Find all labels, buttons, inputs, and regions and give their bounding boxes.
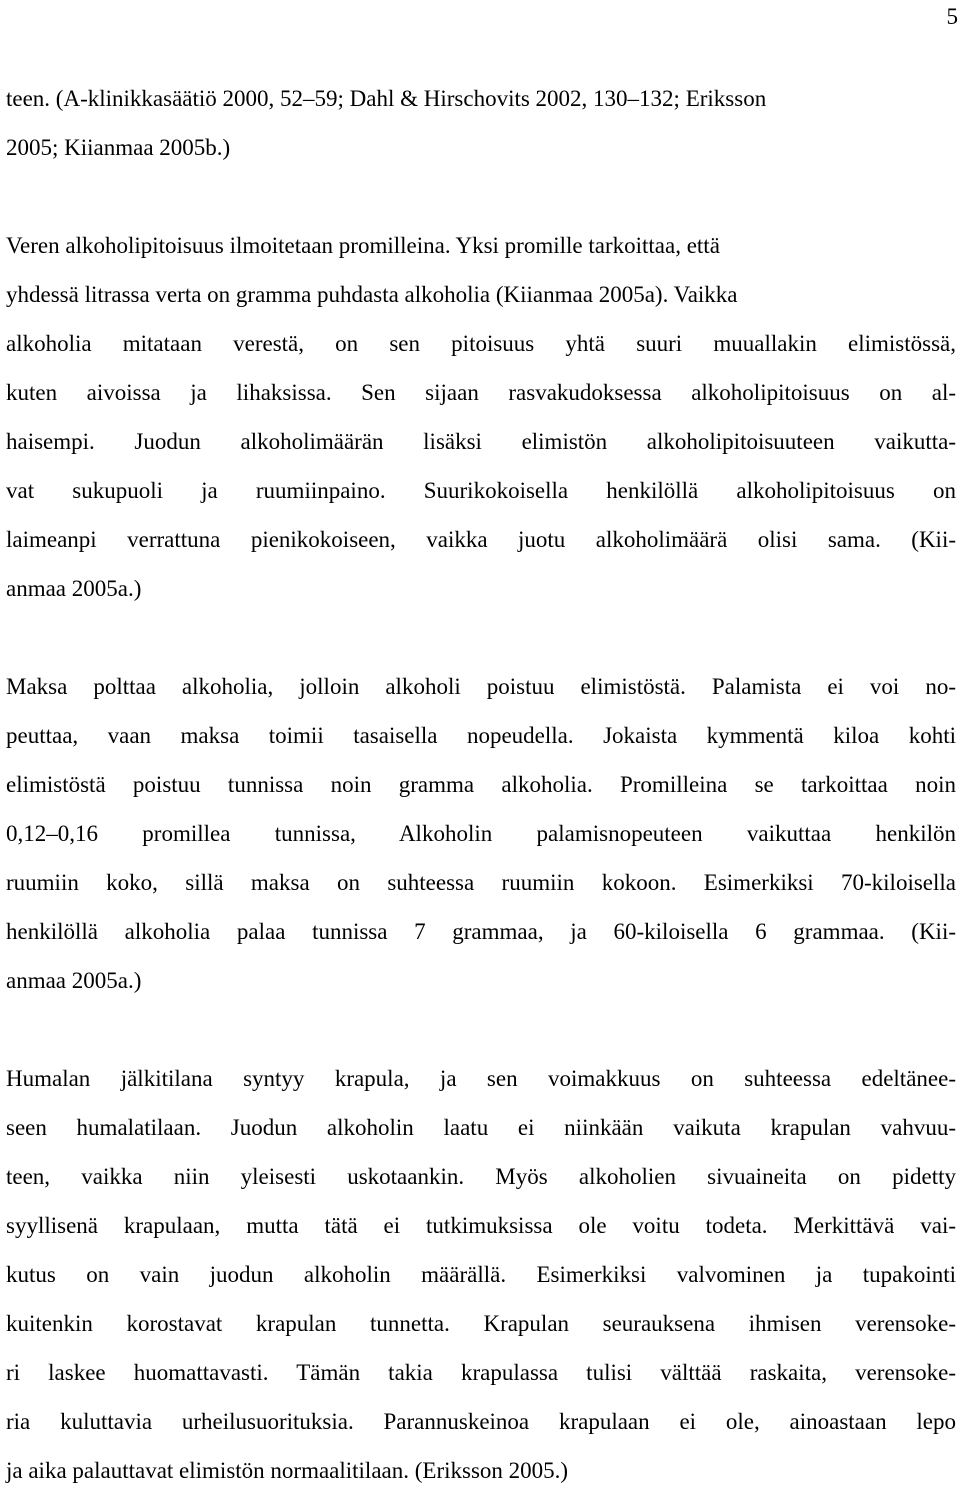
text-line: anmaa 2005a.): [6, 576, 142, 601]
paragraph: [6, 1054, 956, 1495]
text-line: kuten aivoissa ja lihaksissa. Sen sijaan rasvakudoksessa alkoholipitoisuus on al-: [6, 380, 956, 405]
text-line: elimistöstä poistuu tunnissa noin gramma alkoholia. Promilleina se tarkoittaa noin: [6, 772, 956, 797]
text-line: ja aika palauttavat elimistön normaalitilaan. (Eriksson 2005.): [6, 1458, 569, 1483]
text-line: syyllisenä krapulaan, mutta tätä ei tutkimuksissa ole voitu todeta. Merkittävä vai-: [6, 1213, 956, 1238]
text-line: vat sukupuoli ja ruumiinpaino. Suurikokoisella henkilöllä alkoholipitoisuus on: [6, 478, 956, 503]
text-line: kuitenkin korostavat krapulan tunnetta. Krapulan seurauksena ihmisen verensoke-: [6, 1311, 956, 1336]
paragraph: [6, 221, 956, 613]
paragraph-gap: [6, 613, 956, 662]
text-line: 0,12–0,16 promillea tunnissa, Alkoholin palamisnopeuteen vaikuttaa henkilön: [6, 821, 956, 846]
text-line: ruumiin koko, sillä maksa on suhteessa ruumiin kokoon. Esimerkiksi 70-kiloisella: [6, 870, 956, 895]
text-line: peuttaa, vaan maksa toimii tasaisella nopeudella. Jokaista kymmentä kiloa kohti: [6, 723, 956, 748]
text-line: Humalan jälkitilana syntyy krapula, ja sen voimakkuus on suhteessa edeltänee-: [6, 1066, 956, 1091]
text-line: Maksa polttaa alkoholia, jolloin alkoholi poistuu elimistöstä. Palamista ei voi no-: [6, 674, 956, 699]
text-line: yhdessä litrassa verta on gramma puhdasta alkoholia (Kiianmaa 2005a). Vaikka: [6, 282, 738, 307]
text-line: anmaa 2005a.): [6, 968, 142, 993]
paragraph: [6, 74, 956, 172]
paragraph-gap: [6, 172, 956, 221]
text-line: Veren alkoholipitoisuus ilmoitetaan promilleina. Yksi promille tarkoittaa, että: [6, 233, 720, 258]
text-line: haisempi. Juodun alkoholimäärän lisäksi elimistön alkoholipitoisuuteen vaikutta-: [6, 429, 956, 454]
text-line: alkoholia mitataan verestä, on sen pitoisuus yhtä suuri muuallakin elimistössä,: [6, 331, 956, 356]
text-line: seen humalatilaan. Juodun alkoholin laatu ei niinkään vaikuta krapulan vahvuu-: [6, 1115, 956, 1140]
document-body: [6, 74, 956, 1495]
text-line: 2005; Kiianmaa 2005b.): [6, 135, 231, 160]
text-line: kutus on vain juodun alkoholin määrällä. Esimerkiksi valvominen ja tupakointi: [6, 1262, 956, 1287]
paragraph-gap: [6, 1005, 956, 1054]
text-line: teen, vaikka niin yleisesti uskotaankin. Myös alkoholien sivuaineita on pidetty: [6, 1164, 956, 1189]
text-line: teen. (A-klinikkasäätiö 2000, 52–59; Dahl & Hirschovits 2002, 130–132; Eriksson: [6, 86, 767, 111]
text-line: laimeanpi verrattuna pienikokoiseen, vaikka juotu alkoholimäärä olisi sama. (Kii-: [6, 527, 956, 552]
text-line: henkilöllä alkoholia palaa tunnissa 7 grammaa, ja 60-kiloisella 6 grammaa. (Kii-: [6, 919, 956, 944]
paragraph: [6, 662, 956, 1005]
text-line: ri laskee huomattavasti. Tämän takia krapulassa tulisi välttää raskaita, verensoke-: [6, 1360, 956, 1385]
page-number: 5: [946, 4, 958, 29]
text-line: ria kuluttavia urheilusuorituksia. Parannuskeinoa krapulaan ei ole, ainoastaan lepo: [6, 1409, 956, 1434]
